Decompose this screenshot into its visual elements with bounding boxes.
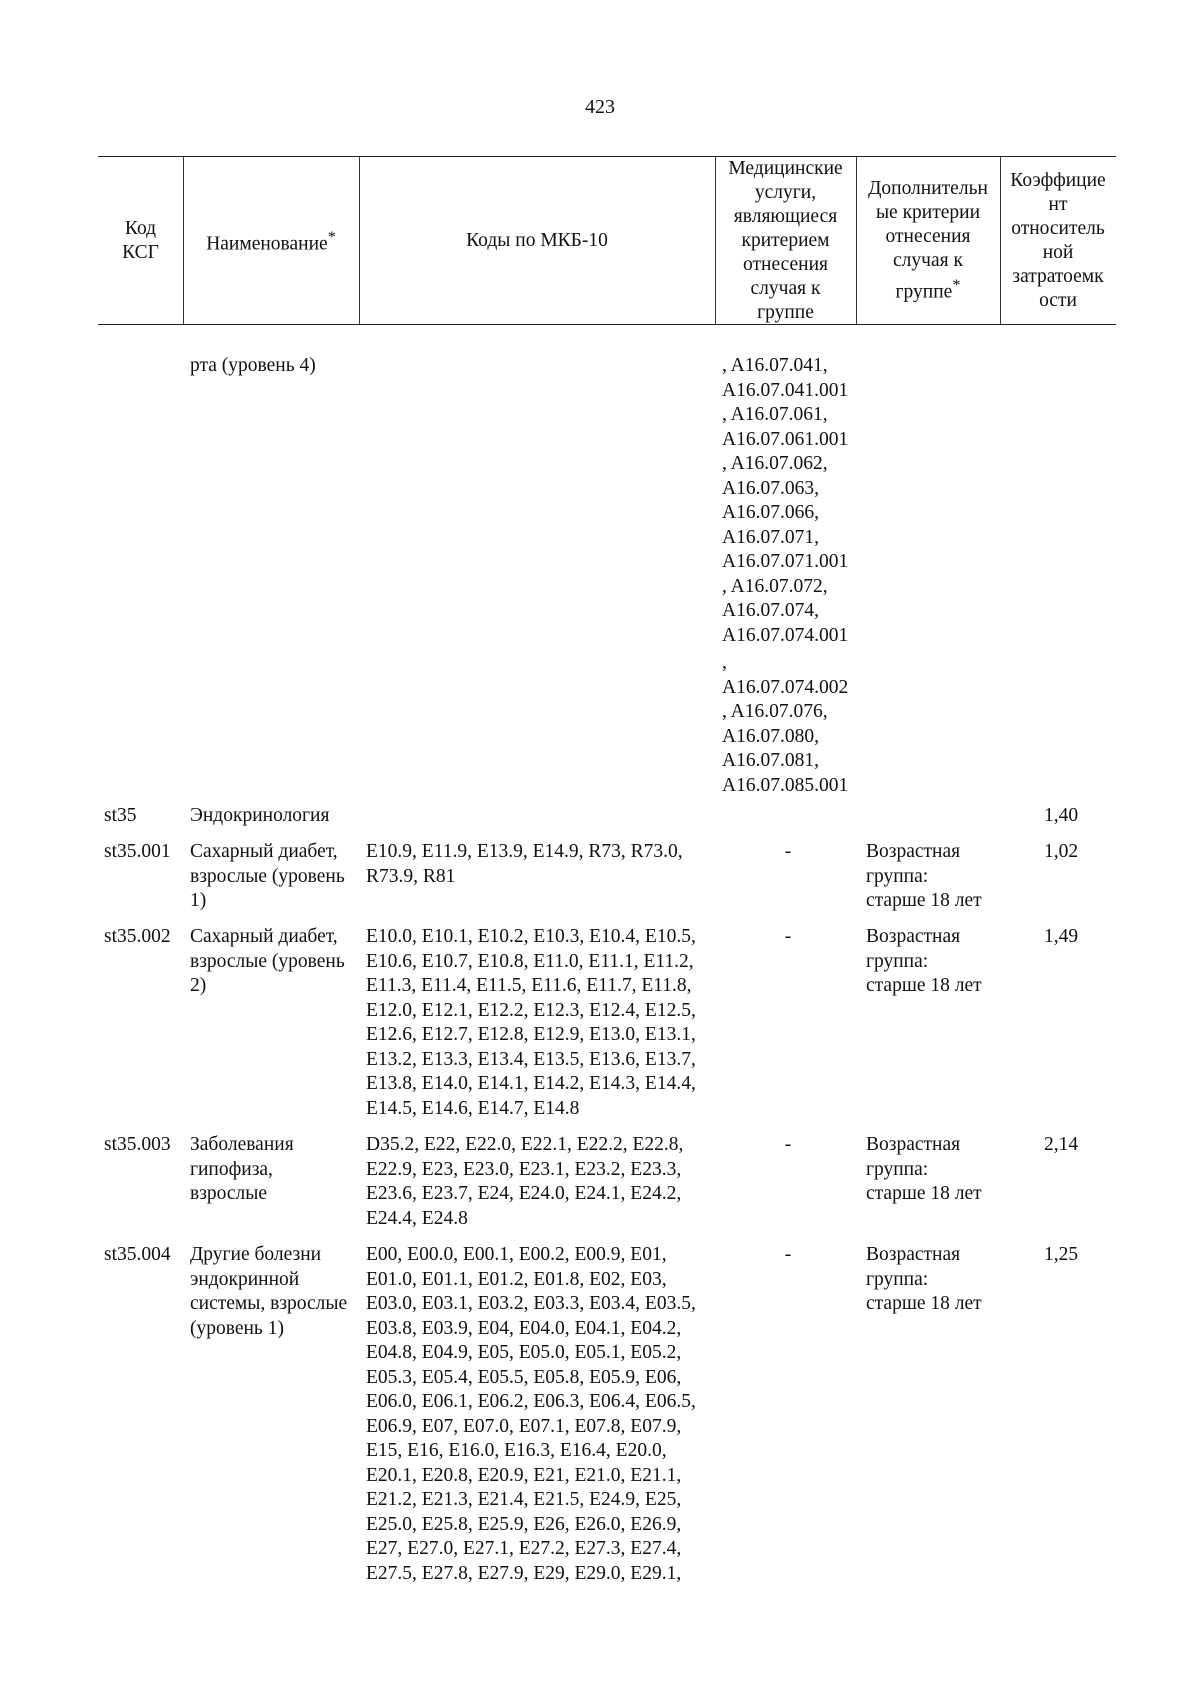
row-additional-criteria: Возрастная группа: старше 18 лет [866,1244,982,1314]
row-code: st35.001 [104,841,171,862]
row-code: st35.004 [104,1244,171,1265]
row-mkb-codes: E10.0, E10.1, E10.2, E10.3, E10.4, E10.5, E10.6, E10.7, E10.8, E11.0, E11.1, E11.2, E11.3, E11.4, E11.5, E11.6, E11.7, E11.8, E12.0, E12.1, E12.2, E12.3, E12.4, E12.5, E12.6, E12.7, E12.8, E12.9, E13.0, E13.1, E13.2, E13.3, E13.4, E13.5, E13.6, E13.7, E13.8, E14.0, E14.1, E14.2, E14.3, E14.4, E14.5, E14.6, E14.7, E14.8 [366,926,696,1119]
row-mkb-codes: E10.9, E11.9, E13.9, E14.9, R73, R73.0, R73.9, R81 [366,841,683,887]
row-code: st35 [104,805,137,826]
row-name: Заболевания гипофиза, взрослые [190,1134,294,1204]
continuation-services: , A16.07.041, A16.07.041.001 , A16.07.061, A16.07.061.001 , A16.07.062, A16.07.063, A16.07.066, A16.07.071, A16.07.071.001 , A16.07.072, A16.07.074, A16.07.074.001 [722,355,849,646]
row-services: - [784,1134,792,1155]
row-coefficient: 1,40 [1044,805,1079,826]
header-name: Наименование* [206,227,336,255]
row-name: Эндокринология [190,805,330,826]
row-services: - [784,1244,792,1265]
row-code: st35.003 [104,1134,171,1155]
row-name: Сахарный диабет, взрослые (уровень 2) [190,926,345,996]
row-services: - [784,926,792,947]
row-mkb-codes: E00, E00.0, E00.1, E00.2, E00.9, E01, E01.0, E01.1, E01.2, E01.8, E02, E03, E03.0, E03.1, E03.2, E03.3, E03.4, E03.5, E03.8, E03.9, E04, E04.0, E04.1, E04.2, E04.8, E04.9, E05, E05.0, E05.1, E05.2, E05.3, E05.4, E05.5, E05.8, E05.9, E06, E06.0, E06.1, E06.2, E06.3, E06.4, E06.5, E06.9, E07, E07.0, E07.1, E07.8, E07.9, E15, E16, E16.0, E16.3, E16.4, E20.0, E20.1, E20.8, E20.9, E21, E21.0, E21.1, E21.2, E21.3, E21.4, E21.5, E24.9, E25, E25.0, E25.8, E25.9, E26, E26.0, E26.9, E27, E27.0, E27.1, E27.2, E27.3, E27.4, E27.5, E27.8, E27.9, E29, E29.0, E29.1, [366,1244,696,1584]
row-additional-criteria: Возрастная группа: старше 18 лет [866,926,982,996]
header-code: Код КСГ [122,217,159,263]
continuation-name: рта (уровень 4) [190,355,316,376]
row-mkb-codes: D35.2, E22, E22.0, E22.1, E22.2, E22.8, E22.9, E23, E23.0, E23.1, E23.2, E23.3, E23.6, E23.7, E24, E24.0, E24.1, E24.2, E24.4, E24.8 [366,1134,684,1229]
row-additional-criteria: Возрастная группа: старше 18 лет [866,1134,982,1204]
row-code: st35.002 [104,926,171,947]
row-coefficient: 1,02 [1044,841,1079,862]
continuation-services-cont: , A16.07.074.002 , A16.07.076, A16.07.080, A16.07.081, A16.07.085.001 [722,652,849,796]
row-name: Другие болезни эндокринной системы, взрослые (уровень 1) [190,1244,348,1339]
row-additional-criteria: Возрастная группа: старше 18 лет [866,841,982,911]
row-coefficient: 2,14 [1044,1134,1079,1155]
header-services: Медицинские услуги, являющиеся критерием отнесения случая к группе [728,157,843,323]
header-coefficient: Коэффицие нт относитель ной затратоемк ости [1010,169,1106,311]
row-coefficient: 1,49 [1044,926,1079,947]
header-additional: Дополнительн ые критерии отнесения случая к группе* [868,177,988,303]
row-name: Сахарный диабет, взрослые (уровень 1) [190,841,345,911]
page-number: 423 [585,96,615,118]
table-header [98,156,1116,325]
row-coefficient: 1,25 [1044,1244,1079,1265]
header-mkb: Коды по МКБ-10 [466,229,608,251]
row-services: - [784,841,792,862]
